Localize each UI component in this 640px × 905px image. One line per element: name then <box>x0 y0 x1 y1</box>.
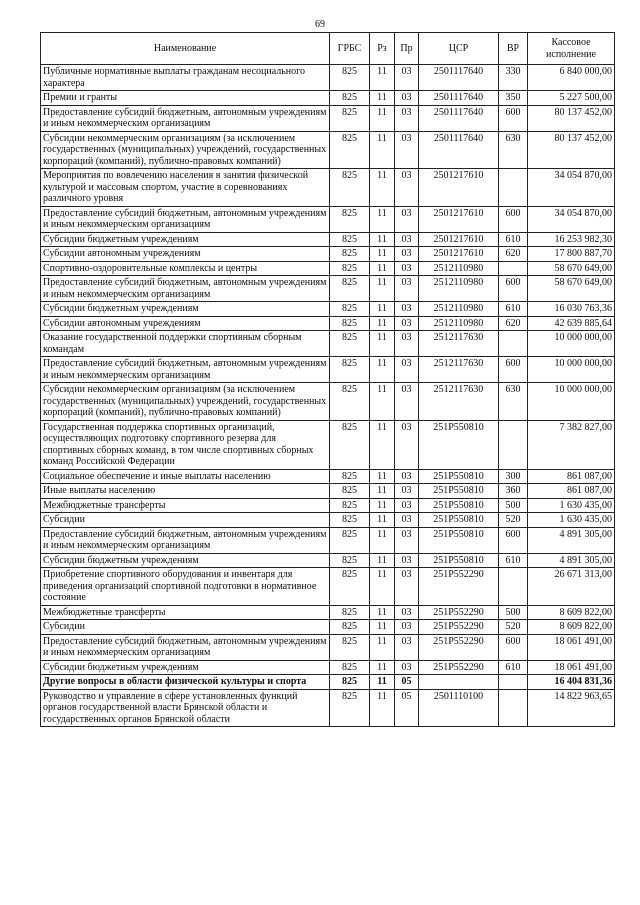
cell-rz: 11 <box>370 357 395 383</box>
table-row <box>41 276 615 302</box>
cell-csr: 2501217610 <box>419 247 499 262</box>
table-row <box>41 261 615 276</box>
cell-amount: 34 054 870,00 <box>528 169 615 207</box>
cell-rz: 11 <box>370 276 395 302</box>
cell-csr: 2501117640 <box>419 131 499 169</box>
cell-rz: 11 <box>370 620 395 635</box>
cell-vr: 350 <box>499 91 528 106</box>
cell-pr: 03 <box>395 261 419 276</box>
cell-amount: 4 891 305,00 <box>528 553 615 568</box>
cell-name: Иные выплаты населению <box>41 484 330 499</box>
cell-name: Предоставление субсидий бюджетным, автономным учреждениям и иным некоммерческим организациям <box>41 105 330 131</box>
cell-vr: 620 <box>499 247 528 262</box>
cell-amount: 58 670 649,00 <box>528 276 615 302</box>
cell-grbs: 825 <box>330 527 370 553</box>
cell-grbs: 825 <box>330 247 370 262</box>
cell-csr: 2512110980 <box>419 316 499 331</box>
cell-vr: 600 <box>499 105 528 131</box>
cell-grbs: 825 <box>330 206 370 232</box>
cell-grbs: 825 <box>330 131 370 169</box>
cell-csr: 251P552290 <box>419 568 499 606</box>
cell-vr: 520 <box>499 620 528 635</box>
cell-csr: 251P550810 <box>419 527 499 553</box>
cell-rz: 11 <box>370 383 395 421</box>
cell-pr: 03 <box>395 498 419 513</box>
cell-rz: 11 <box>370 302 395 317</box>
cell-name: Другие вопросы в области физической культуры и спорта <box>41 675 330 690</box>
cell-grbs: 825 <box>330 65 370 91</box>
cell-grbs: 825 <box>330 513 370 528</box>
cell-csr: 2501217610 <box>419 169 499 207</box>
cell-name: Субсидии бюджетным учреждениям <box>41 232 330 247</box>
cell-csr: 2501110100 <box>419 689 499 727</box>
table-row <box>41 675 615 690</box>
cell-grbs: 825 <box>330 553 370 568</box>
cell-pr: 03 <box>395 131 419 169</box>
cell-pr: 03 <box>395 276 419 302</box>
header-vr: ВР <box>499 33 528 65</box>
table-row <box>41 131 615 169</box>
cell-amount: 8 609 822,00 <box>528 620 615 635</box>
cell-rz: 11 <box>370 91 395 106</box>
cell-grbs: 825 <box>330 357 370 383</box>
cell-csr: 251P550810 <box>419 469 499 484</box>
cell-vr: 610 <box>499 302 528 317</box>
cell-vr: 500 <box>499 605 528 620</box>
cell-vr: 600 <box>499 527 528 553</box>
cell-amount: 42 639 885,64 <box>528 316 615 331</box>
cell-pr: 03 <box>395 169 419 207</box>
cell-grbs: 825 <box>330 261 370 276</box>
cell-csr: 2501217610 <box>419 232 499 247</box>
cell-vr <box>499 689 528 727</box>
cell-vr: 630 <box>499 383 528 421</box>
cell-grbs: 825 <box>330 484 370 499</box>
cell-pr: 03 <box>395 357 419 383</box>
cell-name: Премии и гранты <box>41 91 330 106</box>
cell-rz: 11 <box>370 420 395 469</box>
cell-amount: 10 000 000,00 <box>528 357 615 383</box>
cell-grbs: 825 <box>330 383 370 421</box>
header-csr: ЦСР <box>419 33 499 65</box>
cell-name: Субсидии <box>41 513 330 528</box>
cell-name: Межбюджетные трансферты <box>41 498 330 513</box>
header-amount: Кассовое исполнение <box>528 33 615 65</box>
cell-grbs: 825 <box>330 469 370 484</box>
table-row <box>41 620 615 635</box>
cell-pr: 03 <box>395 568 419 606</box>
table-row <box>41 383 615 421</box>
cell-amount: 58 670 649,00 <box>528 261 615 276</box>
cell-rz: 11 <box>370 484 395 499</box>
cell-name: Публичные нормативные выплаты гражданам несоциального характера <box>41 65 330 91</box>
cell-grbs: 825 <box>330 276 370 302</box>
cell-csr: 2501117640 <box>419 65 499 91</box>
table-row <box>41 498 615 513</box>
cell-amount: 80 137 452,00 <box>528 105 615 131</box>
cell-amount: 4 891 305,00 <box>528 527 615 553</box>
cell-amount: 1 630 435,00 <box>528 498 615 513</box>
cell-vr: 520 <box>499 513 528 528</box>
cell-rz: 11 <box>370 568 395 606</box>
cell-csr: 251P550810 <box>419 513 499 528</box>
cell-rz: 11 <box>370 232 395 247</box>
cell-pr: 03 <box>395 302 419 317</box>
table-row <box>41 469 615 484</box>
cell-pr: 03 <box>395 469 419 484</box>
cell-csr: 251P552290 <box>419 660 499 675</box>
table-body <box>41 65 615 727</box>
cell-vr: 500 <box>499 498 528 513</box>
cell-grbs: 825 <box>330 634 370 660</box>
cell-name: Оказание государственной поддержки спортивным сборным командам <box>41 331 330 357</box>
cell-amount: 18 061 491,00 <box>528 660 615 675</box>
cell-grbs: 825 <box>330 568 370 606</box>
cell-pr: 03 <box>395 420 419 469</box>
cell-vr: 610 <box>499 660 528 675</box>
cell-rz: 11 <box>370 169 395 207</box>
cell-csr: 251P550810 <box>419 420 499 469</box>
cell-name: Субсидии <box>41 620 330 635</box>
table-row <box>41 206 615 232</box>
table-row <box>41 302 615 317</box>
cell-rz: 11 <box>370 206 395 232</box>
table-row <box>41 605 615 620</box>
header-name: Наименование <box>41 33 330 65</box>
cell-amount: 16 253 982,30 <box>528 232 615 247</box>
table-row <box>41 91 615 106</box>
cell-pr: 03 <box>395 660 419 675</box>
cell-name: Субсидии бюджетным учреждениям <box>41 660 330 675</box>
cell-csr: 2501117640 <box>419 91 499 106</box>
cell-vr <box>499 420 528 469</box>
cell-vr <box>499 331 528 357</box>
table-row <box>41 484 615 499</box>
cell-pr: 03 <box>395 383 419 421</box>
cell-name: Межбюджетные трансферты <box>41 605 330 620</box>
cell-csr: 251P550810 <box>419 484 499 499</box>
cell-rz: 11 <box>370 605 395 620</box>
cell-rz: 11 <box>370 65 395 91</box>
cell-vr: 360 <box>499 484 528 499</box>
cell-grbs: 825 <box>330 105 370 131</box>
cell-vr: 620 <box>499 316 528 331</box>
cell-vr: 600 <box>499 634 528 660</box>
cell-rz: 11 <box>370 105 395 131</box>
header-pr: Пр <box>395 33 419 65</box>
cell-grbs: 825 <box>330 302 370 317</box>
cell-csr: 251P550810 <box>419 553 499 568</box>
cell-csr: 251P552290 <box>419 634 499 660</box>
cell-rz: 11 <box>370 527 395 553</box>
table-row <box>41 169 615 207</box>
table-row <box>41 553 615 568</box>
cell-rz: 11 <box>370 469 395 484</box>
cell-rz: 11 <box>370 660 395 675</box>
table-row <box>41 232 615 247</box>
cell-pr: 03 <box>395 331 419 357</box>
cell-name: Государственная поддержка спортивных организаций, осуществляющих подготовку спортивного резерва для спортивных сборных команд, в том числе спортивных сборных команд Российской Федерации <box>41 420 330 469</box>
cell-pr: 03 <box>395 484 419 499</box>
cell-name: Предоставление субсидий бюджетным, автономным учреждениям и иным некоммерческим организациям <box>41 357 330 383</box>
cell-amount: 34 054 870,00 <box>528 206 615 232</box>
cell-amount: 10 000 000,00 <box>528 383 615 421</box>
table-row <box>41 420 615 469</box>
cell-pr: 05 <box>395 689 419 727</box>
cell-name: Предоставление субсидий бюджетным, автономным учреждениям и иным некоммерческим организациям <box>41 276 330 302</box>
cell-name: Руководство и управление в сфере установленных функций органов государственной власти Брянской области и государственных органов Брянской области <box>41 689 330 727</box>
cell-csr <box>419 675 499 690</box>
table-row <box>41 65 615 91</box>
cell-grbs: 825 <box>330 620 370 635</box>
cell-grbs: 825 <box>330 605 370 620</box>
cell-amount: 861 087,00 <box>528 469 615 484</box>
cell-pr: 03 <box>395 513 419 528</box>
cell-name: Предоставление субсидий бюджетным, автономным учреждениям и иным некоммерческим организациям <box>41 206 330 232</box>
cell-pr: 03 <box>395 206 419 232</box>
cell-name: Приобретение спортивного оборудования и инвентаря для приведения организаций спортивной подготовки в нормативное состояние <box>41 568 330 606</box>
cell-name: Субсидии автономным учреждениям <box>41 316 330 331</box>
cell-name: Предоставление субсидий бюджетным, автономным учреждениям и иным некоммерческим организациям <box>41 527 330 553</box>
cell-pr: 05 <box>395 675 419 690</box>
table-row <box>41 247 615 262</box>
cell-csr: 2512110980 <box>419 302 499 317</box>
cell-rz: 11 <box>370 247 395 262</box>
cell-rz: 11 <box>370 634 395 660</box>
cell-vr <box>499 568 528 606</box>
cell-csr: 2512110980 <box>419 276 499 302</box>
cell-amount: 80 137 452,00 <box>528 131 615 169</box>
cell-pr: 03 <box>395 316 419 331</box>
cell-pr: 03 <box>395 634 419 660</box>
cell-csr: 2512117630 <box>419 357 499 383</box>
cell-pr: 03 <box>395 105 419 131</box>
cell-grbs: 825 <box>330 498 370 513</box>
cell-csr: 2512117630 <box>419 383 499 421</box>
cell-name: Социальное обеспечение и иные выплаты населению <box>41 469 330 484</box>
header-rz: Рз <box>370 33 395 65</box>
cell-name: Мероприятия по вовлечению населения в занятия физической культурой и массовым спортом, участие в соревнованиях различного уровня <box>41 169 330 207</box>
cell-pr: 03 <box>395 605 419 620</box>
cell-csr: 2501117640 <box>419 105 499 131</box>
cell-vr: 630 <box>499 131 528 169</box>
cell-name: Субсидии бюджетным учреждениям <box>41 553 330 568</box>
cell-csr: 2501217610 <box>419 206 499 232</box>
cell-name: Субсидии автономным учреждениям <box>41 247 330 262</box>
cell-name: Субсидии бюджетным учреждениям <box>41 302 330 317</box>
cell-vr: 600 <box>499 276 528 302</box>
cell-rz: 11 <box>370 513 395 528</box>
cell-grbs: 825 <box>330 91 370 106</box>
cell-amount: 7 382 827,00 <box>528 420 615 469</box>
cell-csr: 251P552290 <box>419 620 499 635</box>
table-row <box>41 331 615 357</box>
cell-amount: 8 609 822,00 <box>528 605 615 620</box>
cell-vr <box>499 169 528 207</box>
cell-name: Предоставление субсидий бюджетным, автономным учреждениям и иным некоммерческим организациям <box>41 634 330 660</box>
cell-grbs: 825 <box>330 169 370 207</box>
cell-grbs: 825 <box>330 660 370 675</box>
cell-amount: 17 800 887,70 <box>528 247 615 262</box>
cell-csr: 2512117630 <box>419 331 499 357</box>
cell-amount: 861 087,00 <box>528 484 615 499</box>
cell-grbs: 825 <box>330 675 370 690</box>
cell-name: Субсидии некоммерческим организациям (за исключением государственных (муниципальных) учреждений, государственных корпораций (компаний), публично-правовых компаний) <box>41 131 330 169</box>
cell-grbs: 825 <box>330 316 370 331</box>
header-grbs: ГРБС <box>330 33 370 65</box>
cell-rz: 11 <box>370 689 395 727</box>
page-number: 69 <box>315 19 325 30</box>
cell-vr: 330 <box>499 65 528 91</box>
cell-pr: 03 <box>395 553 419 568</box>
cell-amount: 18 061 491,00 <box>528 634 615 660</box>
cell-amount: 10 000 000,00 <box>528 331 615 357</box>
cell-grbs: 825 <box>330 689 370 727</box>
table-row <box>41 513 615 528</box>
cell-name: Спортивно-оздоровительные комплексы и центры <box>41 261 330 276</box>
cell-amount: 16 030 763,36 <box>528 302 615 317</box>
table-header-row <box>41 33 615 65</box>
cell-amount: 14 822 963,65 <box>528 689 615 727</box>
cell-amount: 26 671 313,00 <box>528 568 615 606</box>
table-row <box>41 660 615 675</box>
budget-table <box>40 32 615 727</box>
cell-amount: 1 630 435,00 <box>528 513 615 528</box>
cell-csr: 251P552290 <box>419 605 499 620</box>
cell-pr: 03 <box>395 247 419 262</box>
cell-rz: 11 <box>370 498 395 513</box>
cell-grbs: 825 <box>330 420 370 469</box>
table-row <box>41 316 615 331</box>
cell-rz: 11 <box>370 131 395 169</box>
cell-vr: 300 <box>499 469 528 484</box>
cell-amount: 16 404 831,36 <box>528 675 615 690</box>
cell-vr <box>499 675 528 690</box>
cell-grbs: 825 <box>330 232 370 247</box>
cell-vr: 600 <box>499 357 528 383</box>
cell-vr <box>499 261 528 276</box>
cell-amount: 5 227 500,00 <box>528 91 615 106</box>
cell-vr: 600 <box>499 206 528 232</box>
cell-pr: 03 <box>395 527 419 553</box>
table-row <box>41 357 615 383</box>
cell-amount: 6 840 000,00 <box>528 65 615 91</box>
cell-csr: 2512110980 <box>419 261 499 276</box>
cell-rz: 11 <box>370 553 395 568</box>
table-row <box>41 105 615 131</box>
cell-pr: 03 <box>395 620 419 635</box>
cell-vr: 610 <box>499 232 528 247</box>
cell-rz: 11 <box>370 675 395 690</box>
cell-csr: 251P550810 <box>419 498 499 513</box>
cell-name: Субсидии некоммерческим организациям (за исключением государственных (муниципальных) учреждений, государственных корпораций (компаний), публично-правовых компаний) <box>41 383 330 421</box>
cell-pr: 03 <box>395 65 419 91</box>
cell-rz: 11 <box>370 331 395 357</box>
cell-vr: 610 <box>499 553 528 568</box>
cell-pr: 03 <box>395 91 419 106</box>
cell-rz: 11 <box>370 261 395 276</box>
table-row <box>41 689 615 727</box>
cell-pr: 03 <box>395 232 419 247</box>
cell-rz: 11 <box>370 316 395 331</box>
table-row <box>41 568 615 606</box>
cell-grbs: 825 <box>330 331 370 357</box>
table-row <box>41 634 615 660</box>
table-row <box>41 527 615 553</box>
